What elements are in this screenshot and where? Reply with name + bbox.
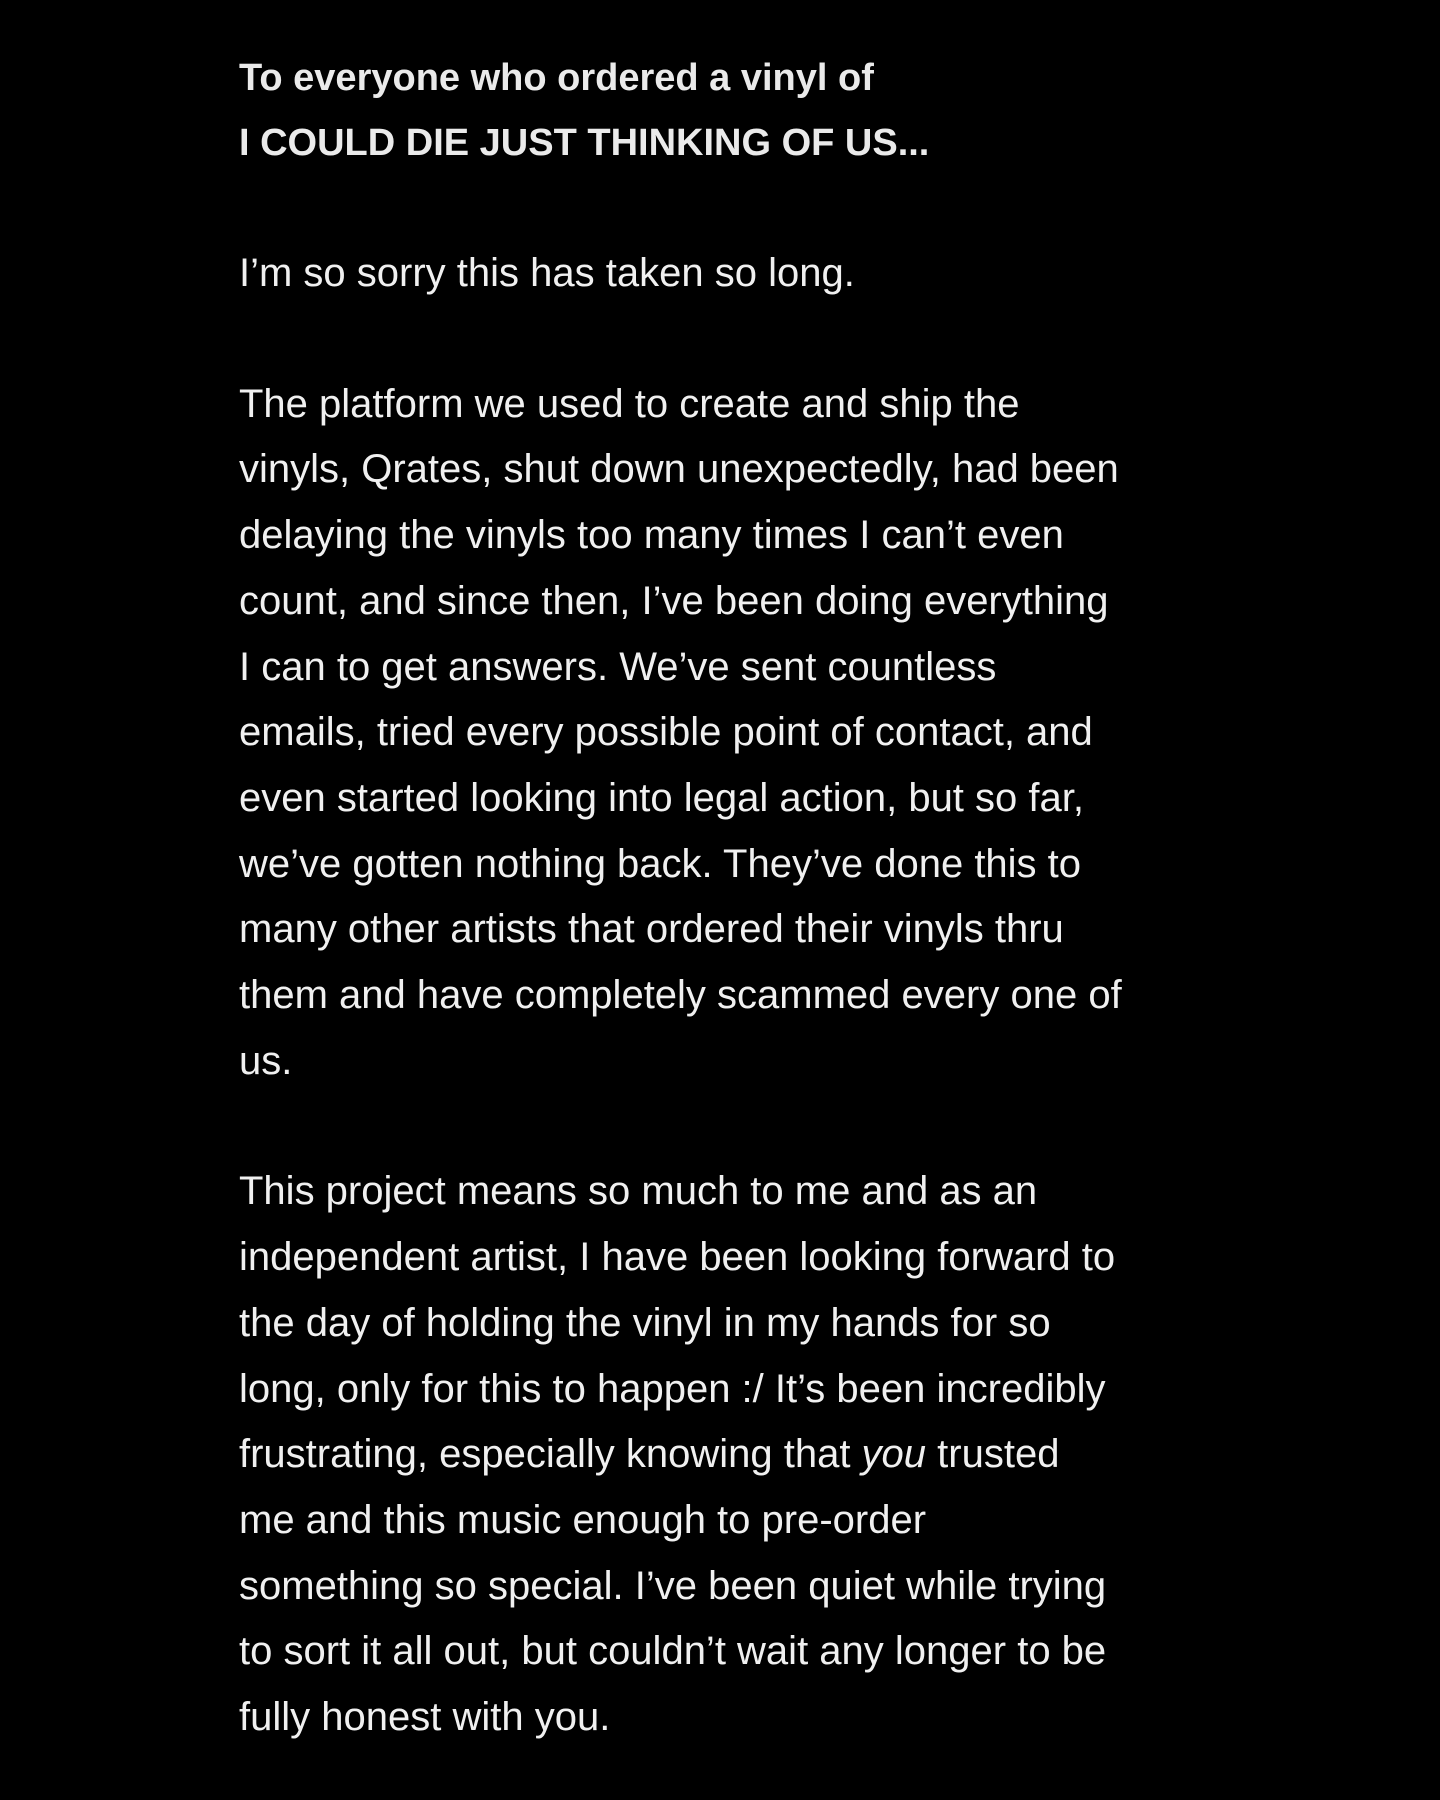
qrates-line: many other artists that ordered their vinyls thru: [239, 907, 1064, 952]
project-line: fully honest with you.: [239, 1695, 611, 1740]
paragraph-spacer: [239, 307, 1239, 372]
qrates-line: I can to get answers. We’ve sent countless: [239, 644, 997, 689]
qrates-line: even started looking into legal action, but so far,: [239, 775, 1084, 820]
project-paragraph: [239, 1159, 1239, 1750]
title-line-1: To everyone who ordered a vinyl of: [239, 57, 874, 99]
note-content: [239, 46, 1239, 1751]
project-line: [239, 1422, 1239, 1488]
apology-paragraph: [239, 241, 1239, 307]
qrates-line: delaying the vinyls too many times I can’t even: [239, 513, 1064, 558]
qrates-line: vinyls, Qrates, shut down unexpectedly, had been: [239, 447, 1119, 492]
note-title: [239, 46, 1239, 176]
qrates-line: them and have completely scammed every one of: [239, 973, 1122, 1018]
emphasis-you: you: [861, 1432, 927, 1477]
qrates-line: we’ve gotten nothing back. They’ve done this to: [239, 841, 1082, 886]
paragraph-spacer: [239, 1094, 1239, 1159]
project-line: the day of holding the vinyl in my hands for so: [239, 1300, 1051, 1345]
qrates-line: The platform we used to create and ship the: [239, 381, 1020, 426]
project-line: long, only for this to happen :/ It’s been incredibly: [239, 1366, 1106, 1411]
apology-line-1: I’m so sorry this has taken so long.: [239, 251, 855, 295]
project-line: something so special. I’ve been quiet while trying: [239, 1563, 1107, 1608]
qrates-paragraph: [239, 372, 1239, 1095]
qrates-line: us.: [239, 1038, 293, 1083]
project-line: to sort it all out, but couldn’t wait any longer to be: [239, 1629, 1107, 1674]
project-line-text: frustrating, especially knowing that: [239, 1432, 862, 1477]
paragraph-spacer: [239, 176, 1239, 241]
project-line-text: trusted: [926, 1432, 1060, 1477]
project-line: independent artist, I have been looking forward to: [239, 1235, 1116, 1280]
qrates-line: count, and since then, I’ve been doing everything: [239, 578, 1109, 623]
project-line: This project means so much to me and as an: [239, 1169, 1038, 1214]
project-line: me and this music enough to pre-order: [239, 1497, 927, 1542]
qrates-line: emails, tried every possible point of contact, and: [239, 710, 1093, 755]
title-line-2: I COULD DIE JUST THINKING OF US...: [239, 122, 930, 164]
